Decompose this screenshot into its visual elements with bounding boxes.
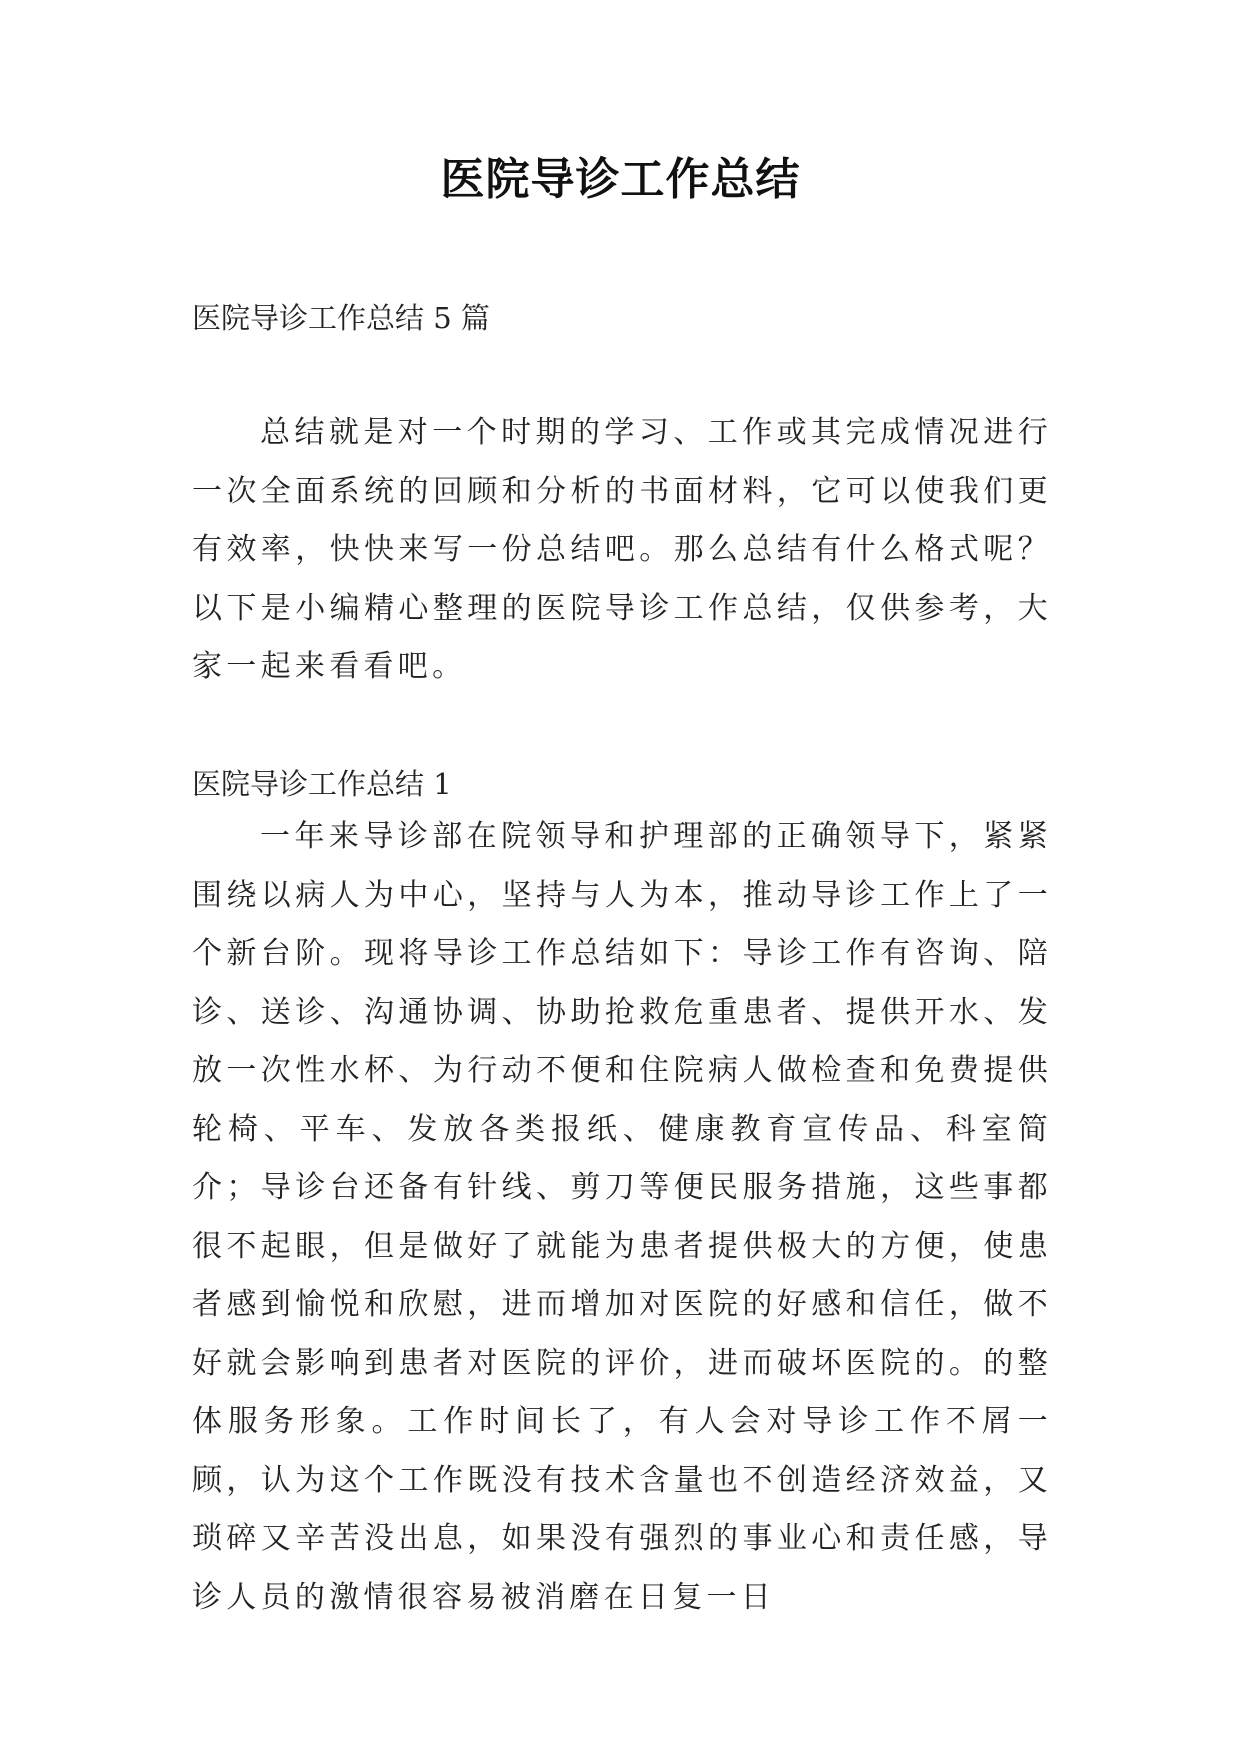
intro-paragraph: 总结就是对一个时期的学习、工作或其完成情况进行一次全面系统的回顾和分析的书面材料，它可以使我们更有效率，快快来写一份总结吧。那么总结有什么格式呢？以下是小编精心整理的医院导诊工作总结，仅供参考，大家一起来看看吧。 xyxy=(192,415,1052,684)
section-1-heading: 医院导诊工作总结 1 xyxy=(192,767,452,801)
document-subtitle: 医院导诊工作总结 5 篇 xyxy=(192,301,490,335)
section-1-body: 一年来导诊部在院领导和护理部的正确领导下，紧紧围绕以病人为中心，坚持与人为本，推动导诊工作上了一个新台阶。现将导诊工作总结如下：导诊工作有咨询、陪诊、送诊、沟通协调、协助抢救危重患者、提供开水、发放一次性水杯、为行动不便和住院病人做检查和免费提供轮椅、平车、发放各类报纸、健康教育宣传品、科室简介；导诊台还备有针线、剪刀等便民服务措施，这些事都很不起眼，但是做好了就能为患者提供极大的方便，使患者感到愉悦和欣慰，进而增加对医院的好感和信任，做不好就会影响到患者对医院的评价，进而破坏医院的。的整体服务形象。工作时间长了，有人会对导诊工作不屑一顾，认为这个工作既没有技术含量也不创造经济效益，又琐碎又辛苦没出息，如果没有强烈的事业心和责任感，导诊人员的激情很容易被消磨在日复一日 xyxy=(192,819,1052,1615)
document-title: 医院导诊工作总结 xyxy=(440,154,801,205)
